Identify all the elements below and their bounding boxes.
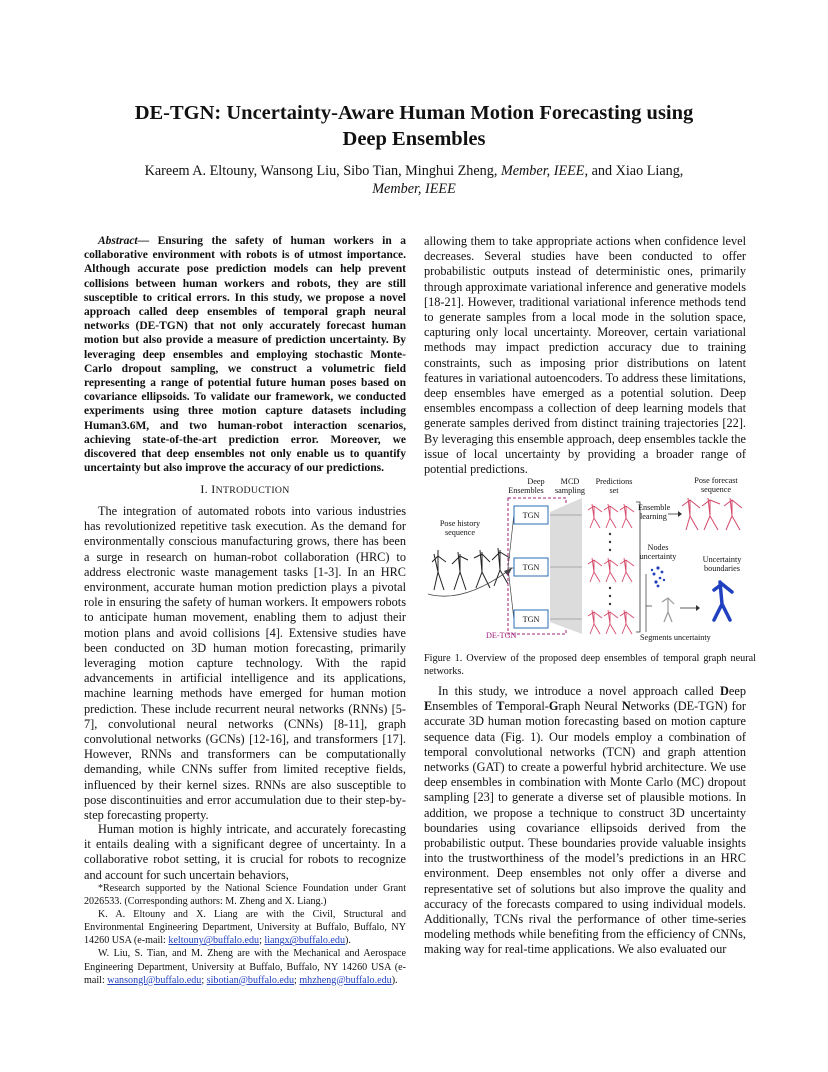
- intro-paragraph-2-continued: [424, 234, 746, 477]
- label-nodes-1: Nodes: [647, 543, 669, 552]
- arrow-to-tgn-3: [508, 568, 514, 620]
- intro-paragraph-1: [84, 504, 406, 823]
- label-segments-uncertainty: Segments uncertainty: [640, 633, 711, 642]
- label-nodes-2: uncertainty: [639, 552, 677, 561]
- paragraph-text: Human motion is highly intricate, and accurately forecasting it entails dealing with a significant degree of uncertainty. In a collaborative robot setting, it is crucial for robots to recognize and account for such uncertain behaviors,: [84, 822, 406, 882]
- footnote-end: ).: [345, 935, 351, 947]
- label-mcd-1: MCD: [560, 477, 580, 486]
- label-predictions-1: Predictions: [595, 477, 633, 486]
- nodes-uncertainty-cloud: [651, 566, 665, 587]
- footnote-text: W. Liu, S. Tian, and M. Zheng are with the Mechanical and Aerospace Engineering Department, University at Buffalo, Buffalo, NY 14260 USA (e-mail:: [84, 948, 406, 986]
- predictions-set-skeletons: [588, 504, 634, 634]
- label-deep-ensembles-2: Ensembles: [508, 486, 544, 495]
- label-ensemble-2: learning: [640, 512, 667, 521]
- arrow-head: [696, 605, 700, 611]
- abstract-lead: Abstract: [98, 235, 138, 247]
- email-link[interactable]: wansongl@buffalo.edu: [107, 974, 202, 986]
- section-number: I.: [200, 482, 208, 496]
- figure-1-caption: Figure 1. Overview of the proposed deep ensembles of temporal graph neural networks.: [424, 653, 756, 677]
- figure-1: [424, 472, 756, 642]
- uncertainty-boundaries-skeleton: [714, 582, 732, 620]
- authors-text: Kareem A. Eltouny, Wansong Liu, Sibo Tian, Minghui Zheng,: [144, 163, 501, 179]
- paragraph-text: In this study, we introduce a novel approach called Deep Ensembles of Temporal-Graph Neural Networks (DE-TGN) for accurate 3D human motion forecasting based on motion capture sequence data (Fig. 1). Our models employ a combination of temporal convolutional networks (TCN) and graph attention networks (GAT) to create a powerful hybrid architecture. We use deep ensembles in combination with Monte Carlo (MC) dropout sampling [23] to generate a diverse set of plausible motions. In addition, we propose a technique to construct 3D uncertainty boundaries using covariance ellipsoids derived from the probabilistic output. These boundaries provide valuable insights into the trustworthiness of the model’s predictions in an HRC environment. Deep ensembles not only offer a diverse and representative set of solutions but also improve the quality and accuracy of the forecasts compared to using individual models. Additionally, TCNs rival the performance of other time-series modeling methods while benefiting from the efficiency of CNNs, making way for real-time applications. We also evaluated our: [424, 684, 746, 957]
- label-pose-forecast-1: Pose forecast: [694, 476, 738, 485]
- footnote-funding: *Research supported by the National Science Foundation under Grant 2026533. (Corresponding authors: M. Zheng and X. Liang.): [84, 883, 406, 908]
- author-membership: Member, IEEE: [500, 163, 585, 179]
- section-heading-introduction: [84, 482, 406, 497]
- paragraph-text: The integration of automated robots into various industries has revolutionized repetitive task execution. As the demand for environmentally conscious manufacturing grows, there has been a surge in research on human-robot collaboration (HRC) to address electronic waste management tasks [1-3]. In an HRC environment, accurate human motion prediction plays a pivotal role in ensuring the safety of human workers. It empowers robots to anticipate human movement, enabling them to adjust their motion plans and avoid collisions [4]. Extensive studies have been conducted on 3D human motion forecasting, primarily leveraging motion capture technology. With the rapid advancements in artificial intelligence and its applications, machine learning methods have emerged for human motion prediction. These include recurrent neural networks (RNNs) [5-7], convolutional neural networks (CNNs) [8-11], graph convolutional networks (GCNs) [12-16], and transformers [17]. However, RNNs and transformers can be computationally demanding, while CNNs suffer from limited receptive fields, influenced by their kernel sizes. RNNs are also susceptible to pose discontinuities and error accumulation due to their step-by-step forecasting property.: [84, 504, 406, 823]
- email-link[interactable]: mhzheng@buffalo.edu: [299, 974, 392, 986]
- footnote-end: ).: [391, 974, 398, 986]
- arrow-to-tgn-1: [508, 514, 514, 568]
- mcd-sampling-wedge: [550, 498, 582, 634]
- tgn-label-3: TGN: [522, 615, 540, 624]
- label-pose-history-1: Pose history: [439, 519, 481, 528]
- pose-forecast-skeletons: [682, 498, 742, 530]
- paragraph-text: allowing them to take appropriate actions when confidence level decreases. Several studies have been conducted to offer probabilistic outputs instead of deterministic ones, primarily through approximate variational inference and generative models [18-21]. However, traditional variational inference methods tend to generate samples from a local mode in the solution space, capturing only local uncertainty. Moreover, certain variational methods may impact prediction accuracy due to training constraints, such as imposing prior distributions on latent features in variational autoencoders. To address these limitations, deep ensembles have emerged as a potential solution. Deep ensembles encompass a collection of deep learning models that generate samples derived from distinct training trajectories [22]. By leveraging this ensemble approach, deep ensembles tackle the issue of local uncertainty by providing a broader range of potential predictions.: [424, 234, 746, 477]
- email-link[interactable]: liangx@buffalo.edu: [264, 935, 345, 947]
- email-link[interactable]: keltouny@buffalo.edu: [168, 935, 260, 947]
- title-line-1: DE-TGN: Uncertainty-Aware Human Motion Forecasting using: [134, 102, 694, 124]
- author-membership-2: Member, IEEE: [372, 181, 456, 197]
- tgn-label-1: TGN: [522, 511, 540, 520]
- label-mcd-2: sampling: [554, 486, 586, 495]
- paper-title: [80, 100, 748, 152]
- label-de-tgn: DE-TGN: [486, 631, 517, 640]
- abstract-text: — Ensuring the safety of human workers in a collaborative environment with robots is of utmost importance. Although accurate pose prediction models can help prevent collisions between human workers and robots, they are still susceptible to critical errors. In this study, we propose a novel approach called deep ensembles of temporal graph neural networks (DE-TGN) that not only accurately forecast human motion but also provide a measure of prediction uncertainty. By leveraging deep ensembles and employing stochastic Monte-Carlo dropout sampling, we construct a volumetric field representing a range of potential future human poses based on covariance ellipsoids. To validate our framework, we conducted experiments using three motion capture datasets including Human3.6M, and two human-robot interaction scenarios, achieving state-of-the-art prediction error. Moreover, we discovered that deep ensembles not only enable us to quantify uncertainty but also improve the accuracy of our predictions.: [84, 235, 406, 475]
- tgn-label-2: TGN: [522, 563, 540, 572]
- label-ensemble-1: Ensemble: [638, 503, 671, 512]
- footnotes: [84, 882, 406, 987]
- footnote-affiliation-1: [84, 908, 406, 947]
- author-list: [90, 162, 738, 198]
- email-link[interactable]: sibotian@buffalo.edu: [206, 974, 294, 986]
- label-deep-ensembles-1: Deep: [527, 477, 545, 486]
- intro-paragraph-2: [84, 822, 406, 883]
- arrow-head: [678, 511, 682, 517]
- abstract: [84, 234, 406, 475]
- separator: ;: [259, 935, 265, 947]
- footnote-text: K. A. Eltouny and X. Liang are with the Civil, Structural and Environmental Engineering Department, University at Buffalo, Buffalo, NY 14260 USA (e-mail:: [84, 909, 406, 947]
- predictions-bracket: [636, 502, 640, 632]
- section-heading-rest: NTRODUCTION: [215, 485, 290, 496]
- label-pose-history-2: sequence: [444, 528, 476, 537]
- label-unc-bound-1: Uncertainty: [702, 555, 742, 564]
- label-unc-bound-2: boundaries: [704, 564, 740, 573]
- authors-text-end: , and Xiao Liang,: [584, 163, 684, 179]
- figure-1-diagram: [424, 472, 756, 642]
- intro-paragraph-3: [424, 684, 746, 958]
- label-pose-forecast-2: sequence: [700, 485, 732, 494]
- pose-history-skeletons: [432, 548, 510, 590]
- segments-skeleton: [662, 598, 674, 622]
- section-heading-first-letter: I: [211, 482, 216, 496]
- label-predictions-2: set: [609, 486, 619, 495]
- separator: ;: [294, 974, 300, 986]
- separator: ;: [201, 974, 207, 986]
- footnote-affiliation-2: [84, 947, 406, 986]
- title-line-2: Deep Ensembles: [342, 128, 486, 150]
